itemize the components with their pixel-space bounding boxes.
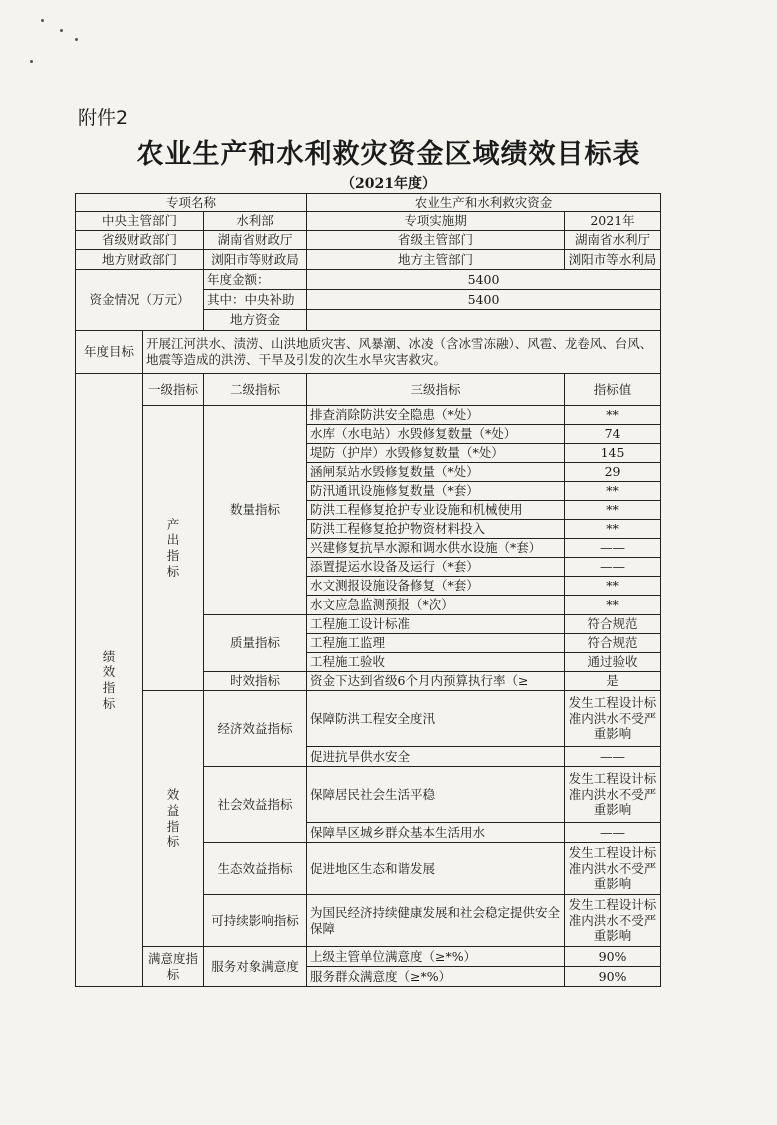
indicator-value: 发生工程设计标准内洪水不受严重影响 — [565, 691, 661, 747]
local-funds — [307, 310, 661, 331]
benefit-indicators-label — [143, 691, 204, 947]
indicator-name: 排查消除防洪安全隐患（*处） — [307, 406, 565, 425]
indicator-name: 保障居民社会生活平稳 — [307, 767, 565, 823]
table-row — [76, 406, 661, 425]
indicator-name: 防汛通讯设施修复数量（*套） — [307, 482, 565, 501]
project-name-label: 专项名称 — [76, 194, 307, 212]
performance-target-table — [75, 193, 661, 987]
local-finance: 浏阳市等财政局 — [204, 250, 307, 270]
attachment-label: 附件2 — [78, 107, 129, 129]
annual-amount: 5400 — [307, 270, 661, 290]
project-name: 农业生产和水利救灾资金 — [307, 194, 661, 212]
table-row — [76, 947, 661, 967]
ecological-indicator-label: 生态效益指标 — [204, 843, 307, 895]
level2-header: 二级指标 — [204, 374, 307, 406]
indicator-value: 发生工程设计标准内洪水不受严重影响 — [565, 895, 661, 947]
economic-indicator-label: 经济效益指标 — [204, 691, 307, 767]
indicator-value: 符合规范 — [565, 615, 661, 634]
prov-dept: 湖南省水利厅 — [565, 231, 661, 250]
scan-speck — [75, 38, 78, 41]
indicator-value: 145 — [565, 444, 661, 463]
year-subtitle: （2021年度） — [341, 176, 436, 192]
table-row — [76, 691, 661, 747]
indicator-name: 服务群众满意度（≥*%） — [307, 967, 565, 987]
funds-label: 资金情况（万元） — [76, 270, 204, 331]
local-dept: 浏阳市等水利局 — [565, 250, 661, 270]
indicator-name: 水文测报设施设备修复（*套） — [307, 577, 565, 596]
period-label: 专项实施期 — [307, 212, 565, 231]
indicator-name: 添置提运水设备及运行（*套） — [307, 558, 565, 577]
indicator-name: 堤防（护岸）水毁修复数量（*处） — [307, 444, 565, 463]
vertical-label-char: 标 — [102, 695, 116, 711]
indicator-name: 防洪工程修复抢护物资材料投入 — [307, 520, 565, 539]
output-indicators-label — [143, 406, 204, 691]
service-indicator-label: 服务对象满意度 — [204, 947, 307, 987]
vertical-label-char: 标 — [166, 563, 180, 579]
annual-goal-label: 年度目标 — [76, 331, 143, 374]
prov-finance: 湖南省财政厅 — [204, 231, 307, 250]
quantity-indicator-label: 数量指标 — [204, 406, 307, 615]
performance-indicators-label — [76, 374, 143, 987]
annual-amount-label: 年度金额： — [204, 270, 307, 290]
indicator-value: 通过验收 — [565, 653, 661, 672]
indicator-value: ** — [565, 406, 661, 425]
indicator-value: 29 — [565, 463, 661, 482]
indicator-name: 资金下达到省级6个月内预算执行率（≥ — [307, 672, 565, 691]
indicator-name: 涵闸泵站水毁修复数量（*处） — [307, 463, 565, 482]
prov-dept-label: 省级主管部门 — [307, 231, 565, 250]
indicator-name: 防洪工程修复抢护专业设施和机械使用 — [307, 501, 565, 520]
page-title: 农业生产和水利救灾资金区域绩效目标表 — [136, 139, 641, 170]
satisfaction-indicators-label: 满意度指标 — [143, 947, 204, 987]
indicator-value: ** — [565, 520, 661, 539]
indicator-value: 是 — [565, 672, 661, 691]
level1-header: 一级指标 — [143, 374, 204, 406]
social-indicator-label: 社会效益指标 — [204, 767, 307, 843]
vertical-label-char: 效 — [166, 787, 180, 803]
indicator-name: 水文应急监测预报（*次） — [307, 596, 565, 615]
vertical-label-char: 指 — [166, 818, 180, 834]
indicator-value: —— — [565, 558, 661, 577]
sustainable-indicator-label: 可持续影响指标 — [204, 895, 307, 947]
vertical-label-char: 绩 — [102, 648, 116, 664]
indicator-name: 保障旱区城乡群众基本生活用水 — [307, 823, 565, 843]
period: 2021年 — [565, 212, 661, 231]
vertical-label-char: 指 — [102, 680, 116, 695]
indicator-value: 90% — [565, 947, 661, 967]
indicator-value: —— — [565, 539, 661, 558]
local-dept-label: 地方主管部门 — [307, 250, 565, 270]
indicator-value: 发生工程设计标准内洪水不受严重影响 — [565, 843, 661, 895]
indicator-name: 兴建修复抗旱水源和调水供水设施（*套） — [307, 539, 565, 558]
indicator-name: 工程施工设计标准 — [307, 615, 565, 634]
level3-header: 三级指标 — [307, 374, 565, 406]
central-subsidy: 5400 — [307, 290, 661, 310]
vertical-label-char: 益 — [166, 802, 180, 818]
local-finance-label: 地方财政部门 — [76, 250, 204, 270]
central-subsidy-label: 其中：中央补助 — [204, 290, 307, 310]
vertical-label-char: 效 — [102, 664, 116, 680]
vertical-label-char: 指 — [166, 548, 180, 563]
quality-indicator-label: 质量指标 — [204, 615, 307, 672]
indicator-name: 促进地区生态和谐发展 — [307, 843, 565, 895]
timeliness-indicator-label: 时效指标 — [204, 672, 307, 691]
indicator-value: ** — [565, 577, 661, 596]
vertical-label-char: 产 — [166, 516, 180, 532]
indicator-value: ** — [565, 482, 661, 501]
indicator-name: 工程施工验收 — [307, 653, 565, 672]
scan-speck — [41, 19, 44, 22]
indicator-value: —— — [565, 747, 661, 767]
indicator-name: 上级主管单位满意度（≥*%） — [307, 947, 565, 967]
indicator-name: 工程施工监理 — [307, 634, 565, 653]
indicator-value: ** — [565, 501, 661, 520]
vertical-label-char: 出 — [166, 532, 180, 548]
indicator-value: —— — [565, 823, 661, 843]
indicator-name: 促进抗旱供水安全 — [307, 747, 565, 767]
prov-finance-label: 省级财政部门 — [76, 231, 204, 250]
vertical-label-char: 标 — [166, 834, 180, 850]
value-header: 指标值 — [565, 374, 661, 406]
indicator-value: 74 — [565, 425, 661, 444]
indicator-value: ** — [565, 596, 661, 615]
scan-speck — [60, 29, 63, 32]
central-dept-label: 中央主管部门 — [76, 212, 204, 231]
central-dept: 水利部 — [204, 212, 307, 231]
local-funds-label: 地方资金 — [204, 310, 307, 331]
indicator-name: 为国民经济持续健康发展和社会稳定提供安全保障 — [307, 895, 565, 947]
indicator-value: 90% — [565, 967, 661, 987]
indicator-name: 保障防洪工程安全度汛 — [307, 691, 565, 747]
indicator-value: 符合规范 — [565, 634, 661, 653]
annual-goal-text: 开展江河洪水、渍涝、山洪地质灾害、风暴潮、冰凌（含冰雪冻融）、风雹、龙卷风、台风、地震等造成的洪涝、干旱及引发的次生水旱灾害救灾。 — [143, 331, 661, 374]
scan-speck — [30, 60, 33, 63]
indicator-name: 水库（水电站）水毁修复数量（*处） — [307, 425, 565, 444]
indicator-value: 发生工程设计标准内洪水不受严重影响 — [565, 767, 661, 823]
